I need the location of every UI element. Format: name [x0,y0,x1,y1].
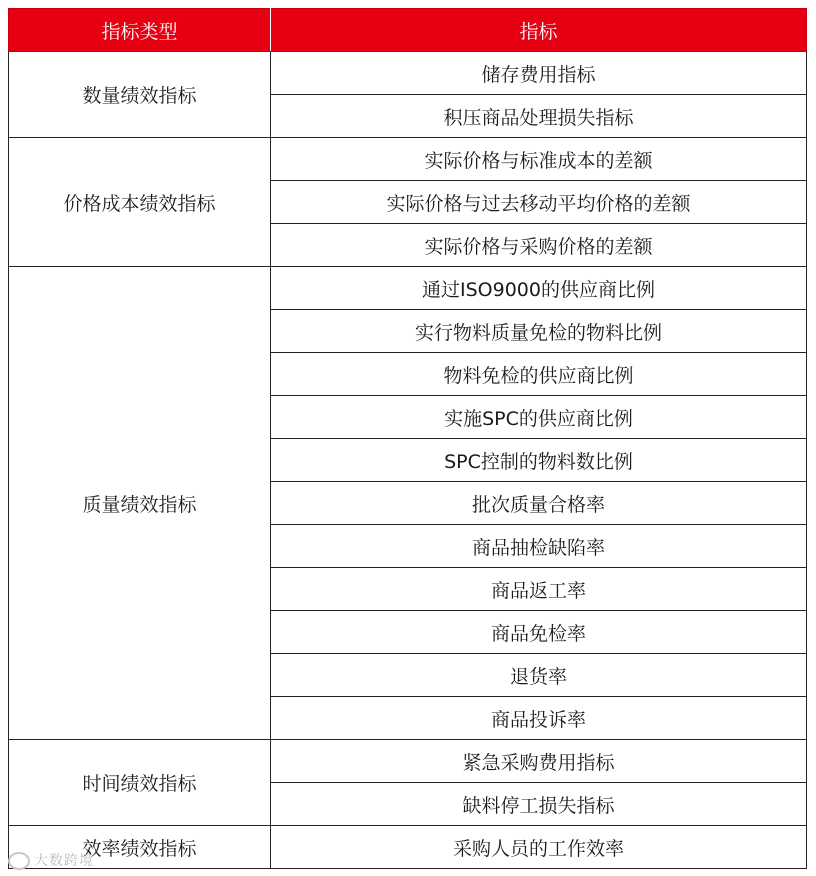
indicator-cell: 缺料停工损失指标 [271,783,807,826]
indicator-cell: 商品免检率 [271,611,807,654]
indicator-type-cell: 价格成本绩效指标 [9,138,271,267]
indicator-cell: 紧急采购费用指标 [271,740,807,783]
table-row [9,267,807,310]
indicator-type-cell: 质量绩效指标 [9,267,271,740]
indicator-cell: 物料免检的供应商比例 [271,353,807,396]
indicator-table-container [8,8,806,869]
indicator-type-cell: 数量绩效指标 [9,52,271,138]
table-row [9,826,807,869]
table-header-row [9,9,807,52]
indicator-cell: 实际价格与采购价格的差额 [271,224,807,267]
header-indicator-type: 指标类型 [9,9,271,52]
table-row [9,138,807,181]
indicator-cell: 实际价格与标准成本的差额 [271,138,807,181]
watermark-text: 大数跨境 [34,853,94,869]
indicator-cell: 实际价格与过去移动平均价格的差额 [271,181,807,224]
indicator-cell: 退货率 [271,654,807,697]
indicator-cell: 采购人员的工作效率 [271,826,807,869]
indicator-cell: 商品投诉率 [271,697,807,740]
indicator-type-cell: 时间绩效指标 [9,740,271,826]
table-row [9,52,807,95]
indicator-cell: 积压商品处理损失指标 [271,95,807,138]
indicator-cell: SPC控制的物料数比例 [271,439,807,482]
table-row [9,740,807,783]
indicator-cell: 商品返工率 [271,568,807,611]
watermark [8,850,94,870]
indicator-cell: 通过ISO9000的供应商比例 [271,267,807,310]
indicator-table [8,8,807,869]
indicator-cell: 商品抽检缺陷率 [271,525,807,568]
indicator-cell: 实施SPC的供应商比例 [271,396,807,439]
indicator-cell: 实行物料质量免检的物料比例 [271,310,807,353]
indicator-cell: 批次质量合格率 [271,482,807,525]
indicator-type-cell: 效率绩效指标 [9,826,271,869]
indicator-cell: 储存费用指标 [271,52,807,95]
header-indicator: 指标 [271,9,807,52]
table-body [9,52,807,869]
logo-icon [8,852,30,870]
